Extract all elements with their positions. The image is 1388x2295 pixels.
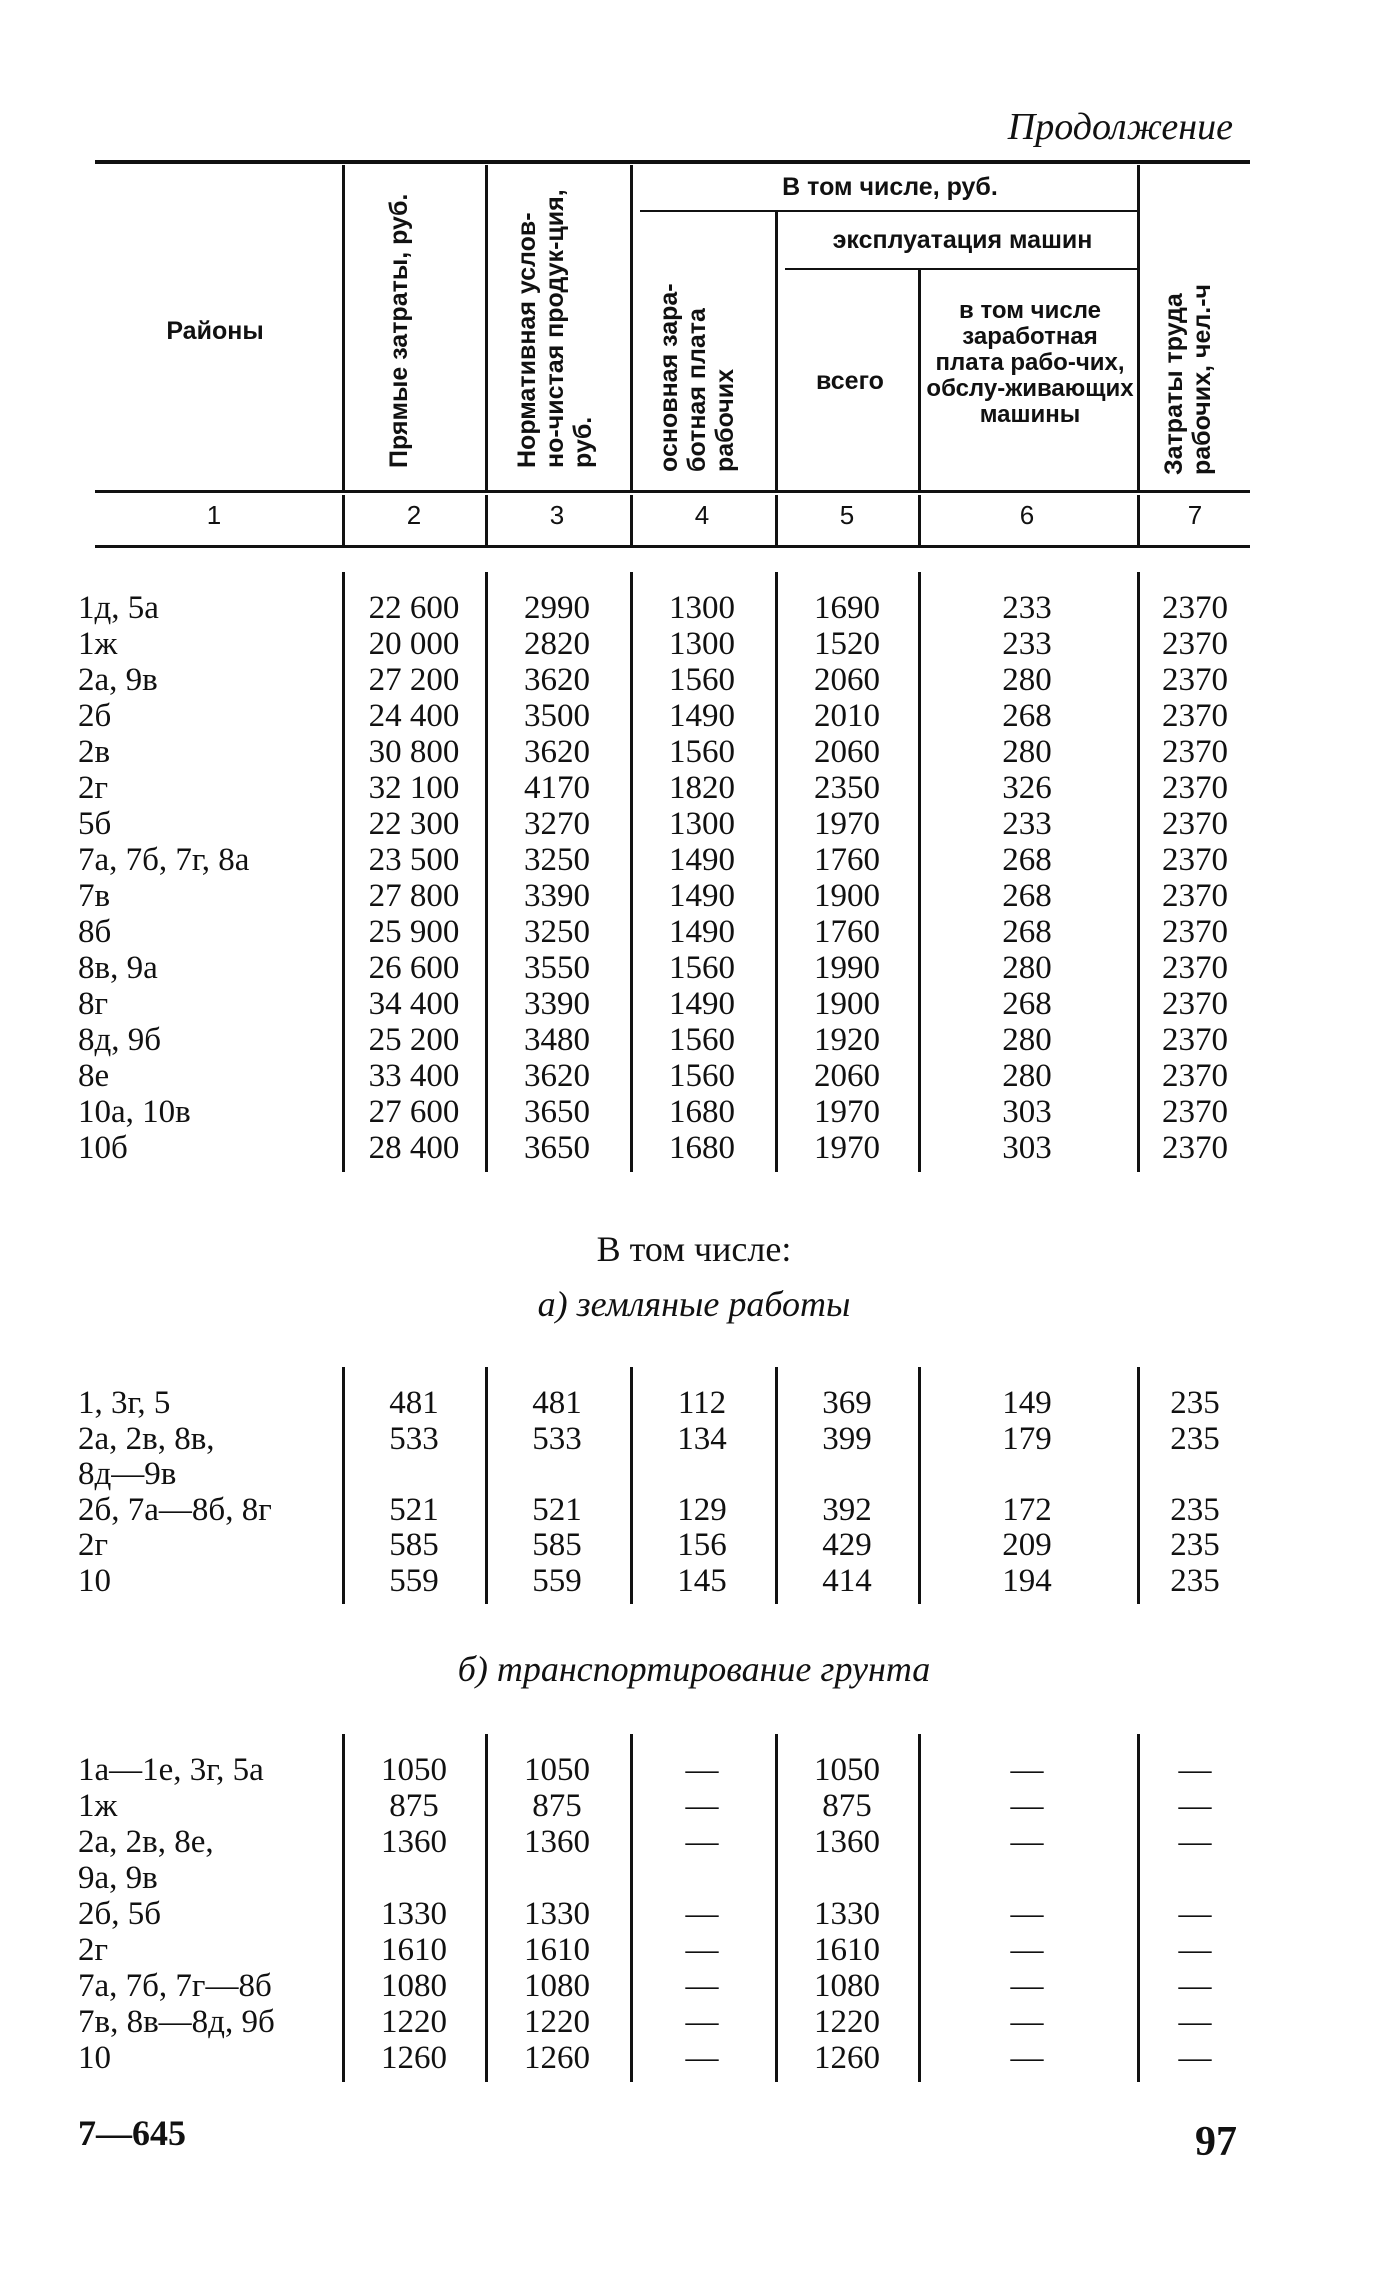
- value-cell-col2: 1080: [381, 1968, 447, 2004]
- value-cell-col4: 156: [677, 1527, 727, 1563]
- section-b-title: б) транспортирование грунта: [457, 1649, 931, 1689]
- header-labor-costs: Затраты труда рабочих, чел.-ч: [1160, 283, 1216, 475]
- district-cell: 2б: [78, 698, 112, 734]
- colnum-2: 2: [406, 500, 422, 530]
- table-top-rule: [95, 160, 1250, 164]
- value-cell-col3: 3250: [524, 842, 590, 878]
- value-cell-col6: —: [1010, 2040, 1044, 2076]
- value-cell-col3: 4170: [524, 770, 590, 806]
- district-cell: 10: [78, 2040, 111, 2076]
- value-cell-col2: 533: [389, 1420, 439, 1457]
- value-cell-col7: 2370: [1162, 698, 1228, 734]
- value-cell-col2: 27 800: [368, 878, 460, 914]
- value-cell-col3: 481: [532, 1385, 582, 1421]
- table-row: [0, 1563, 1388, 1599]
- header-districts: Районы: [166, 317, 264, 345]
- value-cell-col5: 1970: [814, 1094, 880, 1130]
- value-cell-col2: 23 500: [368, 842, 460, 878]
- value-cell-col4: —: [685, 1824, 719, 1860]
- value-cell-col3: 2820: [524, 626, 590, 662]
- value-cell-col4: 1560: [669, 950, 735, 986]
- value-cell-col6: 268: [1002, 914, 1052, 950]
- value-cell-col4: 1490: [669, 698, 735, 734]
- header-total: всего: [816, 367, 884, 395]
- value-cell-col6: —: [1010, 1752, 1044, 1788]
- value-cell-col4: 1490: [669, 986, 735, 1022]
- value-cell-col7: 2370: [1162, 1130, 1228, 1166]
- table-row: [0, 1492, 1388, 1528]
- value-cell-col5: 1760: [814, 914, 880, 950]
- header-machine-operation: эксплуатация машин: [832, 226, 1093, 254]
- value-cell-col3: 3250: [524, 914, 590, 950]
- table-row: [0, 734, 1388, 770]
- table-row: [0, 1824, 1388, 1860]
- value-cell-col4: 134: [677, 1420, 727, 1457]
- value-cell-col2: 585: [389, 1527, 439, 1563]
- district-cell: 7в, 8в—8д, 9б: [78, 2004, 275, 2040]
- value-cell-col6: —: [1010, 1824, 1044, 1860]
- header-normative-product: Нормативная услов-но-чистая продук-ция, руб.: [513, 189, 597, 468]
- value-cell-col5: 1360: [814, 1824, 880, 1860]
- section-b-divider-6: [1137, 1734, 1140, 2082]
- district-cell: 2г: [78, 1527, 109, 1563]
- value-cell-col7: 2370: [1162, 734, 1228, 770]
- district-cell: 9а, 9в: [78, 1860, 158, 1896]
- value-cell-col6: 268: [1002, 842, 1052, 878]
- value-cell-col3: 521: [532, 1491, 582, 1528]
- value-cell-col6: 280: [1002, 950, 1052, 986]
- value-cell-col3: 3620: [524, 662, 590, 698]
- section-b-divider-2: [485, 1734, 488, 2082]
- value-cell-col7: 235: [1170, 1562, 1220, 1599]
- district-cell: 2в: [78, 734, 111, 770]
- header-base-wages: основная зара-ботная плата рабочих: [655, 283, 739, 472]
- value-cell-col6: 233: [1002, 626, 1052, 662]
- value-cell-col5: 1970: [814, 806, 880, 842]
- value-cell-col4: 1300: [669, 626, 735, 662]
- value-cell-col6: 233: [1002, 806, 1052, 842]
- value-cell-col2: 33 400: [368, 1058, 460, 1094]
- value-cell-col2: 27 200: [368, 662, 460, 698]
- district-cell: 2б, 7а—8б, 8г: [78, 1491, 272, 1528]
- value-cell-col7: —: [1178, 1752, 1212, 1788]
- value-cell-col3: 1610: [524, 1932, 590, 1968]
- value-cell-col5: 2010: [814, 698, 880, 734]
- district-cell: 1д, 5а: [78, 590, 159, 626]
- district-cell: 5б: [78, 806, 112, 842]
- value-cell-col4: 1560: [669, 1022, 735, 1058]
- value-cell-col7: 235: [1170, 1491, 1220, 1528]
- value-cell-col5: 1050: [814, 1752, 880, 1788]
- value-cell-col3: 3650: [524, 1130, 590, 1166]
- district-cell: 10а, 10в: [78, 1094, 191, 1130]
- value-cell-col3: 533: [532, 1420, 582, 1457]
- value-cell-col7: 2370: [1162, 1058, 1228, 1094]
- value-cell-col3: 875: [532, 1788, 582, 1824]
- value-cell-col3: 1330: [524, 1896, 590, 1932]
- header-divider-3: [630, 165, 633, 490]
- table-row: [0, 1968, 1388, 2004]
- value-cell-col2: 25 200: [368, 1022, 460, 1058]
- value-cell-col7: 2370: [1162, 662, 1228, 698]
- value-cell-col6: 303: [1002, 1094, 1052, 1130]
- value-cell-col2: 1330: [381, 1896, 447, 1932]
- value-cell-col7: —: [1178, 1968, 1212, 2004]
- district-cell: 8д—9в: [78, 1456, 177, 1492]
- value-cell-col5: 1220: [814, 2004, 880, 2040]
- value-cell-col2: 28 400: [368, 1130, 460, 1166]
- table-row: [0, 2004, 1388, 2040]
- section-intro: В том числе:: [596, 1229, 792, 1269]
- table-row: [0, 950, 1388, 986]
- value-cell-col2: 26 600: [368, 950, 460, 986]
- value-cell-col6: —: [1010, 1932, 1044, 1968]
- header-divider-2: [485, 165, 488, 490]
- value-cell-col6: —: [1010, 1968, 1044, 2004]
- value-cell-col3: 1260: [524, 2040, 590, 2076]
- table-row: [0, 1932, 1388, 1968]
- value-cell-col5: 2060: [814, 662, 880, 698]
- value-cell-col4: —: [685, 1788, 719, 1824]
- value-cell-col2: 481: [389, 1385, 439, 1421]
- value-cell-col4: 1300: [669, 590, 735, 626]
- value-cell-col7: —: [1178, 1788, 1212, 1824]
- table-row: [0, 1527, 1388, 1563]
- value-cell-col4: 1680: [669, 1130, 735, 1166]
- value-cell-col2: 32 100: [368, 770, 460, 806]
- value-cell-col7: 2370: [1162, 1022, 1228, 1058]
- value-cell-col7: 2370: [1162, 590, 1228, 626]
- value-cell-col5: 1760: [814, 842, 880, 878]
- value-cell-col7: 235: [1170, 1385, 1220, 1421]
- district-cell: 2г: [78, 770, 109, 806]
- value-cell-col2: 1050: [381, 1752, 447, 1788]
- colnum-bottom-rule: [95, 545, 1250, 548]
- value-cell-col6: 149: [1002, 1385, 1052, 1421]
- value-cell-col5: 1610: [814, 1932, 880, 1968]
- colnum-6: 6: [1019, 500, 1035, 530]
- value-cell-col6: 326: [1002, 770, 1052, 806]
- value-cell-col7: 2370: [1162, 842, 1228, 878]
- section-b-divider-5: [918, 1734, 921, 2082]
- value-cell-col6: 280: [1002, 734, 1052, 770]
- value-cell-col2: 1360: [381, 1824, 447, 1860]
- value-cell-col6: 280: [1002, 662, 1052, 698]
- section-a-title: а) земляные работы: [537, 1284, 851, 1324]
- value-cell-col5: 429: [822, 1527, 872, 1563]
- value-cell-col3: 1220: [524, 2004, 590, 2040]
- value-cell-col6: —: [1010, 1788, 1044, 1824]
- table-row: [0, 770, 1388, 806]
- district-cell: 8д, 9б: [78, 1022, 162, 1058]
- section-a-divider-4: [775, 1367, 778, 1604]
- value-cell-col6: 280: [1002, 1058, 1052, 1094]
- value-cell-col3: 1050: [524, 1752, 590, 1788]
- value-cell-col3: 585: [532, 1527, 582, 1563]
- district-cell: 8г: [78, 986, 109, 1022]
- district-cell: 8е: [78, 1058, 110, 1094]
- value-cell-col5: 2350: [814, 770, 880, 806]
- value-cell-col2: 27 600: [368, 1094, 460, 1130]
- district-cell: 8в, 9а: [78, 950, 158, 986]
- table-row: [0, 1456, 1388, 1492]
- value-cell-col5: 2060: [814, 1058, 880, 1094]
- header-divider-1: [342, 165, 345, 490]
- value-cell-col3: 2990: [524, 590, 590, 626]
- value-cell-col4: 1300: [669, 806, 735, 842]
- district-cell: 7а, 7б, 7г—8б: [78, 1968, 272, 2004]
- value-cell-col7: 2370: [1162, 626, 1228, 662]
- subgroup-header-rule: [785, 268, 1140, 270]
- table-row: [0, 878, 1388, 914]
- value-cell-col2: 1260: [381, 2040, 447, 2076]
- colnum-divider-2: [485, 495, 488, 545]
- section-a-divider-1: [342, 1367, 345, 1604]
- value-cell-col5: 414: [822, 1562, 872, 1599]
- value-cell-col2: 20 000: [368, 626, 460, 662]
- header-machine-wages: в том числе заработная плата рабо-чих, обслу-живающих машины: [926, 297, 1134, 428]
- value-cell-col4: 1560: [669, 662, 735, 698]
- table-row: [0, 1022, 1388, 1058]
- value-cell-col6: 194: [1002, 1562, 1052, 1599]
- district-cell: 7а, 7б, 7г, 8а: [78, 842, 250, 878]
- value-cell-col4: —: [685, 1932, 719, 1968]
- colnum-5: 5: [839, 500, 855, 530]
- value-cell-col3: 3620: [524, 1058, 590, 1094]
- district-cell: 7в: [78, 878, 111, 914]
- table-row: [0, 698, 1388, 734]
- district-cell: 2а, 2в, 8в,: [78, 1420, 215, 1457]
- value-cell-col6: 268: [1002, 698, 1052, 734]
- district-cell: 1а—1е, 3г, 5а: [78, 1752, 264, 1788]
- value-cell-col7: 235: [1170, 1420, 1220, 1457]
- value-cell-col2: 559: [389, 1562, 439, 1599]
- value-cell-col7: —: [1178, 2004, 1212, 2040]
- value-cell-col4: —: [685, 1752, 719, 1788]
- continuation-label: Продолжение: [1007, 106, 1233, 148]
- value-cell-col2: 1220: [381, 2004, 447, 2040]
- value-cell-col6: 179: [1002, 1420, 1052, 1457]
- value-cell-col3: 1080: [524, 1968, 590, 2004]
- value-cell-col7: 2370: [1162, 950, 1228, 986]
- colnum-divider-3: [630, 495, 633, 545]
- value-cell-col2: 1610: [381, 1932, 447, 1968]
- value-cell-col4: —: [685, 2004, 719, 2040]
- value-cell-col5: 1920: [814, 1022, 880, 1058]
- value-cell-col4: —: [685, 1896, 719, 1932]
- value-cell-col5: 1900: [814, 986, 880, 1022]
- district-cell: 10б: [78, 1130, 128, 1166]
- value-cell-col6: —: [1010, 2004, 1044, 2040]
- main-divider-1: [342, 572, 345, 1172]
- value-cell-col5: 1690: [814, 590, 880, 626]
- table-row: [0, 662, 1388, 698]
- colnum-3: 3: [549, 500, 565, 530]
- colnum-divider-4: [775, 495, 778, 545]
- section-a-divider-6: [1137, 1367, 1140, 1604]
- section-a-divider-2: [485, 1367, 488, 1604]
- value-cell-col7: 2370: [1162, 878, 1228, 914]
- value-cell-col5: 2060: [814, 734, 880, 770]
- main-divider-4: [775, 572, 778, 1172]
- value-cell-col7: —: [1178, 1932, 1212, 1968]
- table-row: [0, 806, 1388, 842]
- value-cell-col3: 559: [532, 1562, 582, 1599]
- value-cell-col7: —: [1178, 1824, 1212, 1860]
- table-row: [0, 2040, 1388, 2076]
- table-row: [0, 1752, 1388, 1788]
- value-cell-col6: 303: [1002, 1130, 1052, 1166]
- value-cell-col2: 24 400: [368, 698, 460, 734]
- value-cell-col2: 22 300: [368, 806, 460, 842]
- district-cell: 1ж: [78, 626, 118, 662]
- table-row: [0, 1058, 1388, 1094]
- value-cell-col4: 1820: [669, 770, 735, 806]
- value-cell-col7: 235: [1170, 1527, 1220, 1563]
- value-cell-col2: 22 600: [368, 590, 460, 626]
- value-cell-col4: 145: [677, 1562, 727, 1599]
- value-cell-col5: 1260: [814, 2040, 880, 2076]
- main-divider-3: [630, 572, 633, 1172]
- value-cell-col5: 1970: [814, 1130, 880, 1166]
- district-cell: 2б, 5б: [78, 1896, 162, 1932]
- value-cell-col7: —: [1178, 2040, 1212, 2076]
- value-cell-col7: —: [1178, 1896, 1212, 1932]
- colnum-divider-1: [342, 495, 345, 545]
- district-cell: 2г: [78, 1932, 109, 1968]
- value-cell-col6: 209: [1002, 1527, 1052, 1563]
- value-cell-col5: 1520: [814, 626, 880, 662]
- table-row: [0, 1860, 1388, 1896]
- value-cell-col6: —: [1010, 1896, 1044, 1932]
- value-cell-col2: 25 900: [368, 914, 460, 950]
- value-cell-col5: 1900: [814, 878, 880, 914]
- value-cell-col4: 1560: [669, 1058, 735, 1094]
- value-cell-col7: 2370: [1162, 914, 1228, 950]
- main-divider-5: [918, 572, 921, 1172]
- section-b-divider-4: [775, 1734, 778, 2082]
- district-cell: 1ж: [78, 1788, 118, 1824]
- section-a-divider-5: [918, 1367, 921, 1604]
- header-group-including: В том числе, руб.: [782, 173, 998, 201]
- value-cell-col4: —: [685, 2040, 719, 2076]
- value-cell-col4: 1560: [669, 734, 735, 770]
- value-cell-col6: 268: [1002, 878, 1052, 914]
- table-row: [0, 1788, 1388, 1824]
- table-row: [0, 590, 1388, 626]
- section-b-divider-1: [342, 1734, 345, 2082]
- main-divider-2: [485, 572, 488, 1172]
- section-b-divider-3: [630, 1734, 633, 2082]
- group-header-rule: [640, 210, 1140, 212]
- value-cell-col3: 3390: [524, 878, 590, 914]
- value-cell-col7: 2370: [1162, 770, 1228, 806]
- value-cell-col3: 3270: [524, 806, 590, 842]
- value-cell-col5: 392: [822, 1491, 872, 1528]
- district-cell: 8б: [78, 914, 112, 950]
- value-cell-col4: 112: [677, 1385, 727, 1421]
- table-row: [0, 1385, 1388, 1421]
- main-divider-6: [1137, 572, 1140, 1172]
- value-cell-col2: 521: [389, 1491, 439, 1528]
- header-divider-6: [1137, 165, 1140, 490]
- table-row: [0, 842, 1388, 878]
- value-cell-col5: 1080: [814, 1968, 880, 2004]
- colnum-divider-5: [918, 495, 921, 545]
- value-cell-col4: 129: [677, 1491, 727, 1528]
- value-cell-col4: —: [685, 1968, 719, 2004]
- value-cell-col3: 3550: [524, 950, 590, 986]
- value-cell-col2: 30 800: [368, 734, 460, 770]
- value-cell-col4: 1680: [669, 1094, 735, 1130]
- table-row: [0, 1421, 1388, 1457]
- header-direct-costs: Прямые затраты, руб.: [385, 193, 413, 468]
- value-cell-col3: 3480: [524, 1022, 590, 1058]
- table-row: [0, 1896, 1388, 1932]
- value-cell-col6: 268: [1002, 986, 1052, 1022]
- page-number: 97: [1195, 2119, 1237, 2165]
- table-row: [0, 986, 1388, 1022]
- value-cell-col6: 233: [1002, 590, 1052, 626]
- value-cell-col3: 3390: [524, 986, 590, 1022]
- value-cell-col4: 1490: [669, 914, 735, 950]
- colnum-1: 1: [206, 500, 222, 530]
- value-cell-col6: 172: [1002, 1491, 1052, 1528]
- district-cell: 1, 3г, 5: [78, 1385, 171, 1421]
- value-cell-col5: 875: [822, 1788, 872, 1824]
- district-cell: 10: [78, 1562, 111, 1599]
- table-row: [0, 626, 1388, 662]
- table-row: [0, 1094, 1388, 1130]
- district-cell: 2а, 2в, 8е,: [78, 1824, 214, 1860]
- value-cell-col5: 1330: [814, 1896, 880, 1932]
- value-cell-col7: 2370: [1162, 986, 1228, 1022]
- value-cell-col4: 1490: [669, 842, 735, 878]
- header-divider-4: [775, 212, 778, 490]
- table-row: [0, 914, 1388, 950]
- footer-code: 7—645: [78, 2113, 186, 2153]
- value-cell-col6: 280: [1002, 1022, 1052, 1058]
- value-cell-col5: 369: [822, 1385, 872, 1421]
- value-cell-col7: 2370: [1162, 806, 1228, 842]
- value-cell-col3: 3500: [524, 698, 590, 734]
- value-cell-col4: 1490: [669, 878, 735, 914]
- value-cell-col3: 3650: [524, 1094, 590, 1130]
- colnum-7: 7: [1187, 500, 1203, 530]
- value-cell-col3: 3620: [524, 734, 590, 770]
- value-cell-col7: 2370: [1162, 1094, 1228, 1130]
- header-bottom-rule: [95, 490, 1250, 493]
- value-cell-col2: 875: [389, 1788, 439, 1824]
- section-a-divider-3: [630, 1367, 633, 1604]
- district-cell: 2а, 9в: [78, 662, 158, 698]
- value-cell-col5: 1990: [814, 950, 880, 986]
- value-cell-col5: 399: [822, 1420, 872, 1457]
- value-cell-col3: 1360: [524, 1824, 590, 1860]
- table-row: [0, 1130, 1388, 1166]
- value-cell-col2: 34 400: [368, 986, 460, 1022]
- colnum-4: 4: [694, 500, 710, 530]
